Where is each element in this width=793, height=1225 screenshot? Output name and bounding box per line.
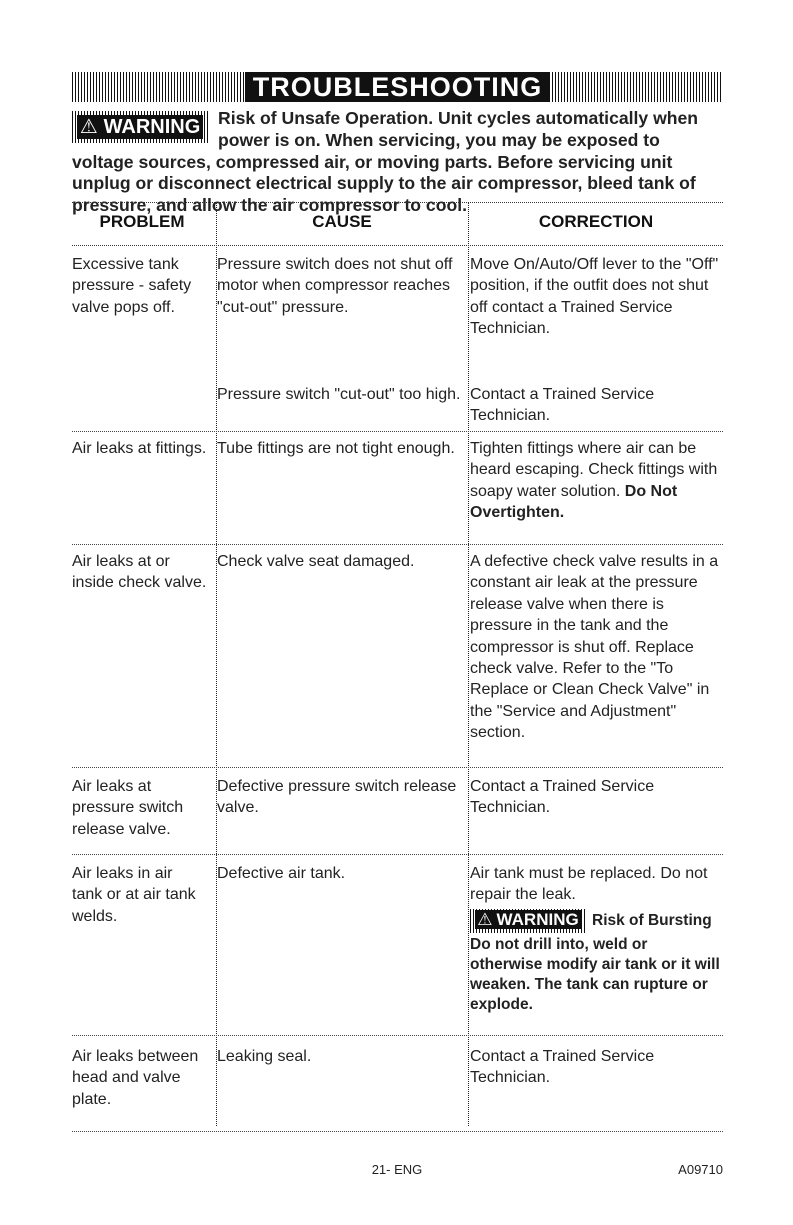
warning-triangle-icon: ⚠	[77, 115, 101, 139]
cause-cell: Pressure switch does not shut off motor when compressor reaches "cut-out" pressure.	[217, 256, 453, 316]
correction-cell: Contact a Trained Service Technician.	[470, 386, 655, 425]
table-row	[72, 768, 723, 855]
problem-cell: Air leaks in air tank or at air tank welds.	[72, 865, 196, 925]
table-row	[72, 432, 723, 545]
table-header	[72, 202, 723, 246]
correction-emphasis: Do Not Overtighten.	[470, 482, 678, 522]
problem-cell: Air leaks at pressure switch release valve.	[72, 778, 184, 838]
warning-text: Risk of Unsafe Operation. Unit cycles automatically when power is on. When servicing, you may be exposed to voltage sources, compressed air, or moving parts. Before servicing unit unplug or disconnect electrical supply to the air compressor, bleed tank of pressure, and allow the air compressor to cool.	[72, 108, 699, 216]
warning-badge-label: WARNING	[496, 909, 579, 929]
cause-cell: Tube fittings are not tight enough.	[217, 440, 455, 457]
cause-cell: Check valve seat damaged.	[217, 553, 415, 570]
warning-badge	[72, 111, 208, 143]
correction-cell: Contact a Trained Service Technician.	[470, 778, 655, 817]
table-row	[72, 246, 723, 432]
correction-cell	[470, 863, 722, 1015]
correction-cell	[470, 438, 722, 524]
problem-cell: Air leaks at fittings.	[72, 440, 207, 457]
document-code: A09710	[678, 1162, 723, 1177]
correction-cell: Move On/Auto/Off lever to the "Off" position, if the outfit does not shut off contact a Trained Service Technician.	[470, 256, 719, 338]
problem-cell: Air leaks at or inside check valve.	[72, 553, 207, 592]
table-row	[72, 855, 723, 1036]
cause-cell: Pressure switch "cut-out" too high.	[217, 386, 461, 403]
page-title: TROUBLESHOOTING	[245, 72, 551, 102]
header-cause: CAUSE	[312, 212, 372, 231]
correction-text: Tighten fittings where air can be heard escaping. Check fittings with soapy water solution.	[470, 440, 718, 500]
warning-title: Risk of Bursting	[592, 912, 712, 930]
correction-text: Air tank must be replaced. Do not repair the leak.	[470, 865, 708, 904]
problem-cell: Air leaks between head and valve plate.	[72, 1048, 199, 1108]
warning-badge-label: WARNING	[101, 115, 204, 139]
problem-cell: Excessive tank pressure - safety valve pops off.	[72, 256, 192, 316]
table-row	[72, 545, 723, 768]
cause-cell: Leaking seal.	[217, 1048, 312, 1065]
table-row	[72, 1036, 723, 1132]
warning-badge-small	[470, 909, 586, 933]
page-number: 21- ENG	[371, 1162, 423, 1177]
header-problem: PROBLEM	[99, 212, 185, 231]
warning-text: Do not drill into, weld or otherwise modify air tank or it will weaken. The tank can rupture or explode.	[470, 935, 720, 1013]
correction-cell: Contact a Trained Service Technician.	[470, 1048, 655, 1087]
troubleshooting-table	[72, 202, 723, 1132]
warning-triangle-icon: ⚠	[477, 909, 493, 929]
title-banner	[72, 72, 723, 102]
correction-cell: A defective check valve results in a constant air leak at the pressure release valve when there is pressure in the tank and the compressor is shut off. Replace check valve. Refer to the "To Replace or Clean Check Valve" in the "Service and Adjustment" section.	[470, 553, 719, 742]
header-correction: CORRECTION	[538, 212, 654, 231]
inline-warning	[470, 909, 722, 933]
warning-block	[72, 108, 723, 217]
cause-cell: Defective air tank.	[217, 865, 346, 882]
cause-cell: Defective pressure switch release valve.	[217, 778, 457, 817]
